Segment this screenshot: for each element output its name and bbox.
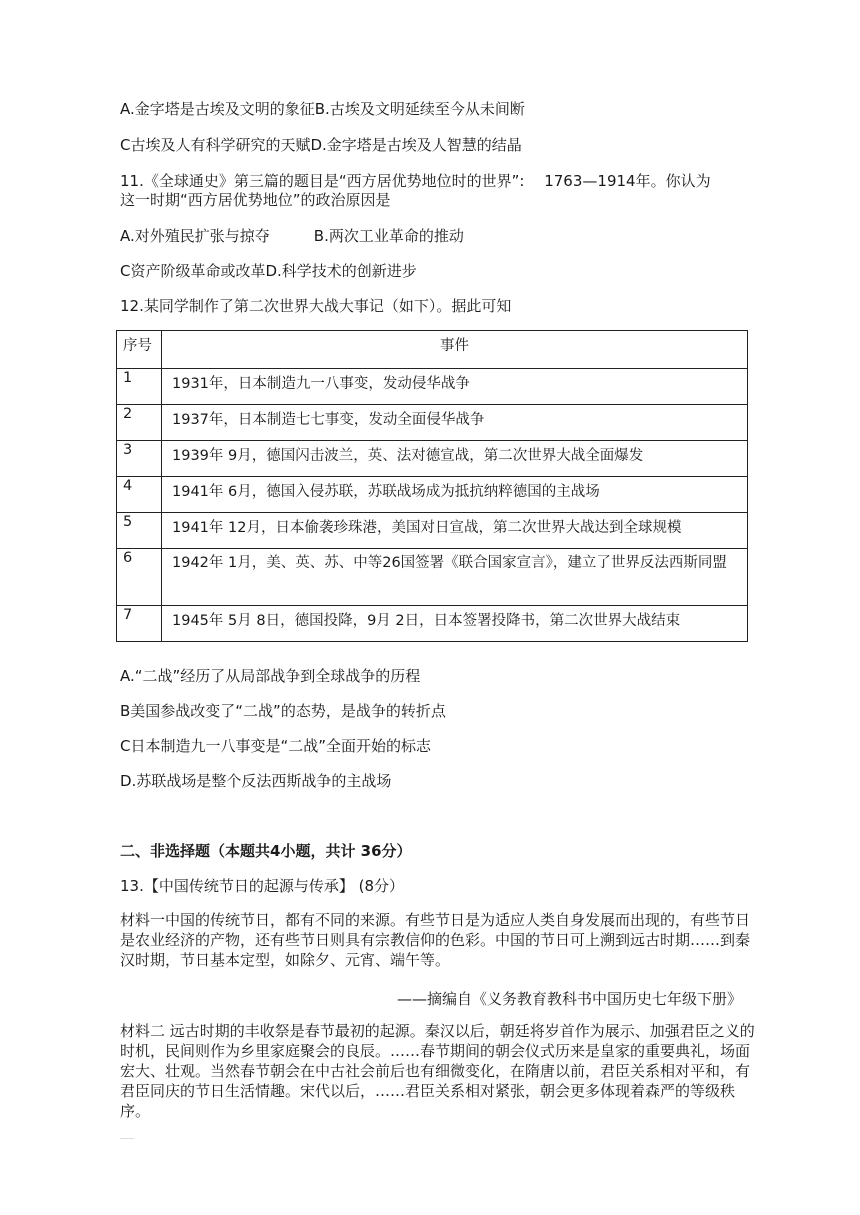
row-number: 4 [117, 477, 162, 513]
row-number: 6 [117, 549, 162, 606]
table-row [117, 441, 748, 477]
q11-options-cd: C资产阶级革命或改革D.科学技术的创新进步 [120, 262, 417, 280]
row-event: 1945年 5月 8日，德国投降，9月 2日，日本签署投降书，第二次世界大战结束 [162, 606, 748, 642]
row-number: 2 [117, 405, 162, 441]
q11-option-b: B.两次工业革命的推动 [313, 227, 464, 245]
row-number: 1 [117, 369, 162, 405]
q11-option-a: A.对外殖民扩张与掠夺 [120, 227, 270, 245]
q12-stem: 12.某同学制作了第二次世界大战大事记（如下）。据此可知 [120, 297, 512, 315]
row-number: 7 [117, 606, 162, 642]
q13-material-1: 材料一中国的传统节日，都有不同的来源。有些节日是为适应人类自身发展而出现的，有些节日是农业经济的产物，还有些节日则具有宗教信仰的色彩。中国的节日可上溯到远古时期……到秦汉时期，节日基本定型，如除夕、元宵、端午等。 [120, 911, 751, 969]
header-number: 序号 [117, 331, 162, 369]
row-event: 1931年，日本制造九一八事变，发动侵华战争 [162, 369, 748, 405]
table-row [117, 549, 748, 606]
q11-stem-line-1: 11.《全球通史》第三篇的题目是“西方居优势地位时的世界”: 1763—1914年。你认为 [120, 172, 711, 190]
table-row [117, 405, 748, 441]
row-number: 3 [117, 441, 162, 477]
q12-option-b: B美国参战改变了“二战”的态势，是战争的转折点 [120, 702, 446, 720]
row-event: 1941年 6月，德国入侵苏联，苏联战场成为抵抗纳粹德国的主战场 [162, 477, 748, 513]
q13-title: 13.【中国传统节日的起源与传承】 (8分） [120, 877, 405, 895]
table-row [117, 477, 748, 513]
divider [120, 1138, 134, 1139]
q10-option-line-2: C古埃及人有科学研究的天赋D.金字塔是古埃及人智慧的结晶 [120, 136, 522, 154]
q12-option-d: D.苏联战场是整个反法西斯战争的主战场 [120, 772, 392, 790]
q11-stem-line-2: 这一时期“西方居优势地位”的政治原因是 [120, 191, 391, 209]
table-row [117, 369, 748, 405]
q10-option-line-1: A.金字塔是古埃及文明的象征B.古埃及文明延续至今从未间断 [120, 100, 525, 118]
section-2-heading: 二、非选择题（本题共4小题，共计 36分） [120, 842, 412, 860]
q13-material-2: 材料二 远古时期的丰收祭是春节最初的起源。秦汉以后，朝廷将岁首作为展示、加强君臣之义的时机，民间则作为乡里家庭聚会的良辰。……春节期间的朝会仪式历来是皇家的重要典礼，场面宏大、壮观。当然春节朝会在中古社会前后也有细微变化，在隋唐以前，君臣关系相对平和，有君臣同庆的节日生活情趣。宋代以后，……君臣关系相对紧张，朝会更多体现着森严的等级秩序。 [120, 1022, 755, 1120]
row-event: 1941年 12月，日本偷袭珍珠港，美国对日宣战，第二次世界大战达到全球规模 [162, 513, 748, 549]
table-row [117, 513, 748, 549]
row-event: 1939年 9月，德国闪击波兰，英、法对德宣战，第二次世界大战全面爆发 [162, 441, 748, 477]
q13-source-1: ——摘编自《义务教育教科书中国历史七年级下册》 [396, 990, 742, 1008]
ww2-events-table [116, 330, 748, 642]
table-header-row [117, 331, 748, 369]
q12-option-a: A.“二战”经历了从局部战争到全球战争的历程 [120, 667, 421, 685]
q11-options-ab [120, 226, 464, 246]
header-event: 事件 [162, 331, 748, 369]
row-event: 1937年，日本制造七七事变，发动全面侵华战争 [162, 405, 748, 441]
q12-option-c: C日本制造九一八事变是“二战”全面开始的标志 [120, 737, 432, 755]
table-row [117, 606, 748, 642]
row-event: 1942年 1月，美、英、苏、中等26国签署《联合国家宣言》，建立了世界反法西斯同盟 [162, 549, 748, 606]
row-number: 5 [117, 513, 162, 549]
